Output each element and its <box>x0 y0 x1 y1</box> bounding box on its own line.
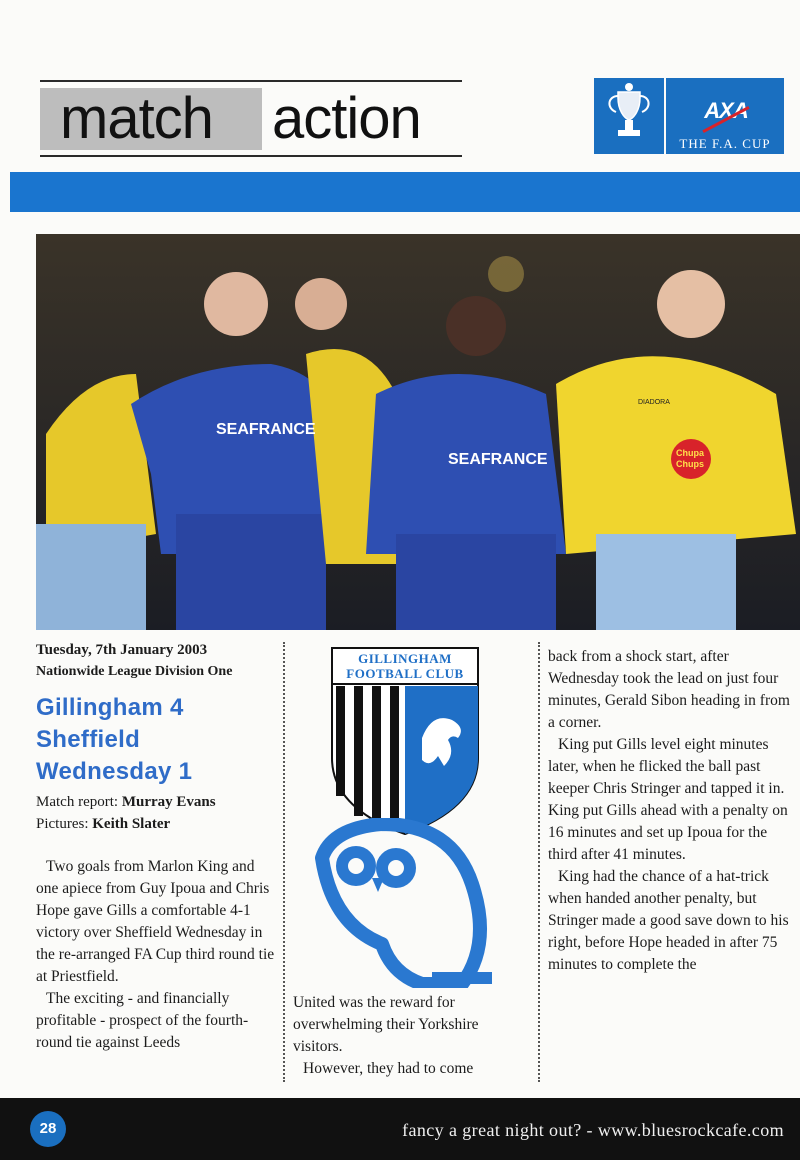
article-paragraph: However, they had to come <box>303 1060 474 1077</box>
match-date: Tuesday, 7th January 2003 <box>36 642 208 658</box>
article-column-1 <box>36 856 276 1054</box>
pictures-credit <box>36 816 170 833</box>
competition-label: THE F.A. CUP <box>679 136 771 151</box>
headline-line1: Gillingham 4 <box>36 694 184 721</box>
headline-line2: Sheffield <box>36 726 141 753</box>
article-paragraph: King put Gills level eight minutes later, when he flicked the ball past keeper Chris Stringer and tapped it in. King put Gills ahead with a penalty on 16 minutes and set up Ipoua for the third after 41 minutes. <box>548 736 788 863</box>
report-author: Murray Evans <box>121 794 216 810</box>
article-column-2 <box>293 992 529 1080</box>
headline-line3: Wednesday 1 <box>36 758 193 785</box>
gillingham-crest <box>330 646 480 836</box>
blue-banner <box>10 172 800 212</box>
owl-icon <box>312 818 512 988</box>
article-paragraph: King had the chance of a hat-trick when handed another penalty, but Stringer made a good save down to his right, before Hope headed in after 75 minutes to complete the <box>548 868 789 973</box>
report-label: Match report: <box>36 794 122 810</box>
report-credit <box>36 794 216 811</box>
match-photo <box>36 234 800 630</box>
fa-cup-trophy-logo <box>594 78 664 154</box>
section-title-word1: match <box>60 86 213 151</box>
kit-brand: DIADORA <box>638 399 670 406</box>
trophy-icon <box>594 78 664 154</box>
article-paragraph: The exciting - and financially profitable - prospect of the fourth-round tie against Leeds <box>36 990 249 1051</box>
shirt-sponsor-2: SEAFRANCE <box>448 451 548 468</box>
column-divider-1 <box>283 642 285 1082</box>
footer-tagline: fancy a great night out? - www.bluesrockcafe.com <box>402 1120 784 1140</box>
page-number-badge: 28 <box>30 1111 66 1147</box>
crest-line1: GILLINGHAM <box>358 651 452 666</box>
article-paragraph: Two goals from Marlon King and one apiece from Guy Ipoua and Chris Hope gave Gills a comfortable 4-1 victory over Sheffield Wednesday in the re-arranged FA Cup third round tie at Priestfield. <box>36 858 275 985</box>
column-divider-2 <box>538 642 540 1082</box>
article-paragraph: back from a shock start, after Wednesday took the lead on just four minutes, Gerald Sibon heading in from a corner. <box>548 648 790 731</box>
shirt-sponsor-3-line2: Chups <box>676 459 704 469</box>
article-column-3 <box>548 646 798 976</box>
match-competition: Nationwide League Division One <box>36 664 233 679</box>
shirt-sponsor-3-line1: Chupa <box>676 448 704 458</box>
players-illustration <box>36 234 800 630</box>
article-paragraph: United was the reward for overwhelming their Yorkshire visitors. <box>293 994 479 1055</box>
section-title-word2: action <box>272 86 421 151</box>
axa-logo-text: AXA <box>704 98 748 123</box>
header-rule-bottom <box>40 155 462 157</box>
shirt-sponsor-1: SEAFRANCE <box>216 421 316 438</box>
pictures-label: Pictures: <box>36 816 93 832</box>
crest-line2: FOOTBALL CLUB <box>346 666 464 681</box>
header-rule-top <box>40 80 462 82</box>
sheffield-wednesday-owl-crest <box>312 818 512 988</box>
pictures-author: Keith Slater <box>92 816 171 832</box>
